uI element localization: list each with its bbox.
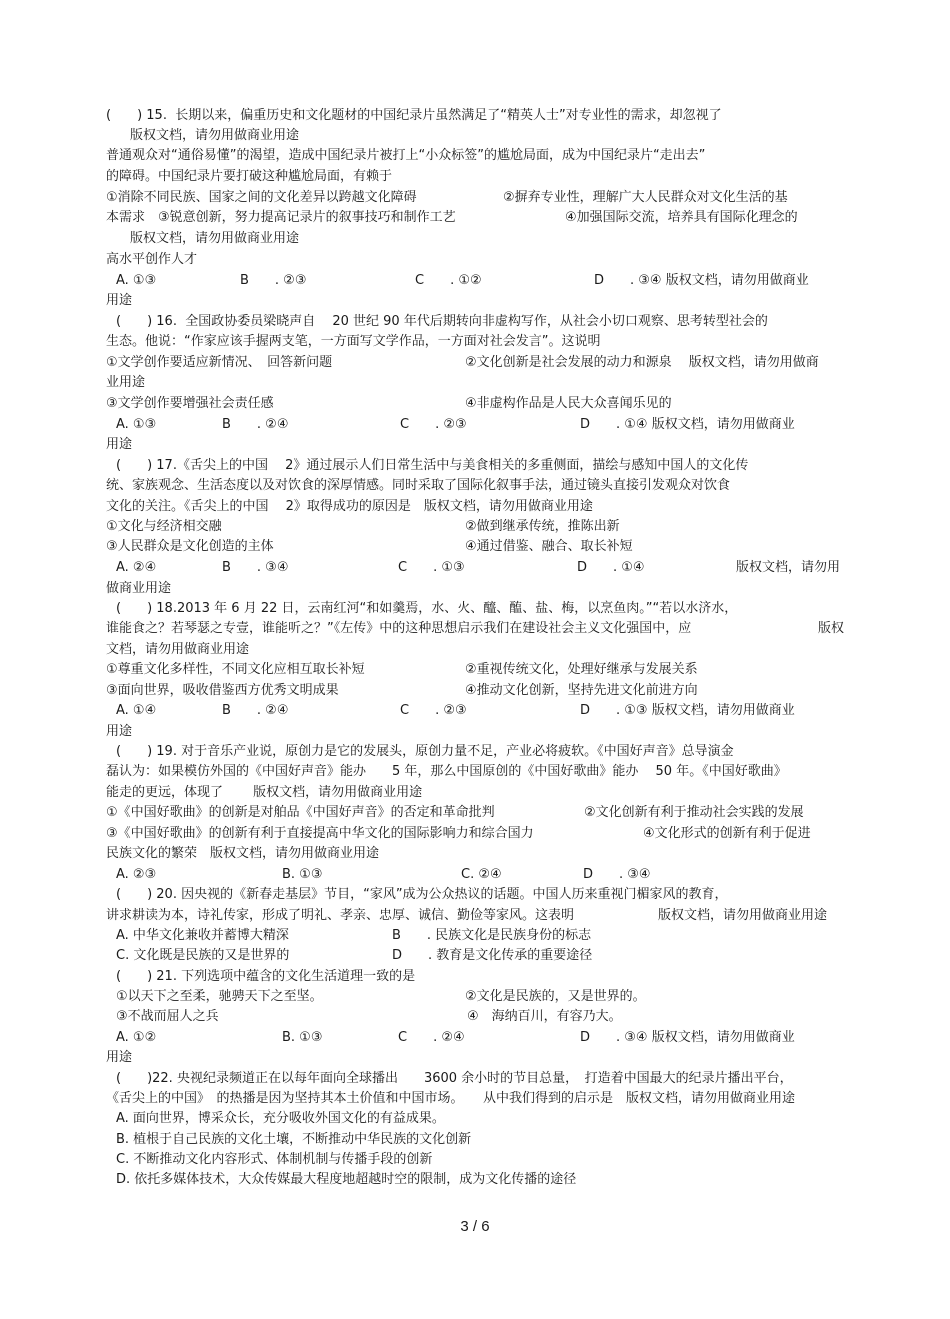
text-line: B . ③④ [222, 560, 289, 575]
text-line: 本需求 ③锐意创新，努力提高记录片的叙事技巧和制作工艺 [106, 210, 456, 225]
text-line: ②文化是民族的，又是世界的。 [465, 989, 646, 1004]
text-line: C . ①③ [398, 560, 465, 575]
text-line: ③面向世界，吸收借鉴西方优秀文明成果 [106, 683, 339, 698]
text-line: 磊认为：如果模仿外国的《中国好声音》能办 5 年，那么中国原创的《中国好歌曲》能办 50 年。《中国好歌曲》 [106, 764, 787, 779]
text-line: C. ②④ [461, 867, 502, 882]
text-line: ①文学创作要适应新情况、 回答新问题 [106, 355, 333, 370]
text-line: ②重视传统文化，处理好继承与发展关系 [465, 662, 698, 677]
text-line: 高水平创作人才 [106, 252, 198, 267]
text-line: ( )22. 央视纪录频道正在以每年面向全球播出 3600 余小时的节目总量， 打造着中国最大的纪录片播出平台， [116, 1071, 793, 1086]
text-line: ①以天下之至柔，驰骋天下之至坚。 [116, 989, 323, 1004]
text-line: ③文学创作要增强社会责任感 [106, 396, 274, 411]
text-line: C. 文化既是民族的又是世界的 [116, 948, 290, 963]
text-line: ( ) 18.2013 年 6 月 22 日，云南红河“和如羹焉，水、火、醯、醢、盐、梅，以烹鱼肉。”“若以水济水， [116, 601, 738, 616]
text-line: 文化的关注。《舌尖上的中国 2》取得成功的原因是 版权文档，请勿用做商业用途 [106, 499, 593, 514]
text-line: B. 植根于自己民族的文化土壤，不断推动中华民族的文化创新 [116, 1132, 472, 1147]
text-line: 版权文档，请勿用 [736, 560, 841, 575]
text-line: 的障碍。中国纪录片要打破这种尴尬局面，有赖于 [106, 169, 393, 184]
text-line: B . ②③ [240, 273, 307, 288]
text-line: ( ) 16. 全国政协委员梁晓声自 20 世纪 90 年代后期转向非虚构写作，从社会小切口观察、思考转型社会的 [116, 314, 768, 329]
text-line: A. ①④ [116, 703, 157, 718]
text-line: 版权文档，请勿用做商业用途 [130, 128, 300, 143]
text-line: ①尊重文化多样性，不同文化应相互取长补短 [106, 662, 365, 677]
text-line: ( ) 20. 因央视的《新春走基层》节目，“家风”成为公众热议的话题。中国人历来重视门楣家风的教育， [116, 887, 728, 902]
text-line: 做商业用途 [106, 581, 172, 596]
text-line: ④加强国际交流，培养具有国际化理念的 [565, 210, 798, 225]
text-line: B . 民族文化是民族身份的标志 [392, 928, 592, 943]
text-line: ( ) 19. 对于音乐产业说，原创力是它的发展头，原创力量不足，产业必将疲软。《中国好声音》总导演金 [116, 744, 734, 759]
text-line: 用途 [106, 724, 133, 739]
text-line: A. 面向世界，博采众长，充分吸收外国文化的有益成果。 [116, 1111, 445, 1126]
text-line: ②文化创新有利于推动社会实践的发展 [584, 805, 804, 820]
text-line: C . ②③ [400, 417, 467, 432]
text-line: 文档，请勿用做商业用途 [106, 642, 250, 657]
text-line: 生态。他说：“作家应该手握两支笔，一方面写文学作品，一方面对社会发言”。这说明 [106, 334, 601, 349]
text-line: 统、家族观念、生活态度以及对饮食的深厚情感。同时采取了国际化叙事手法，通过镜头直接引发观众对饮食 [106, 478, 731, 493]
text-line: ③不战而屈人之兵 [116, 1009, 219, 1024]
text-line: A. ②③ [116, 867, 157, 882]
text-line: D. 依托多媒体技术，大众传媒最大程度地超越时空的限制，成为文化传播的途径 [116, 1172, 577, 1187]
text-line: ④ 海纳百川，有容乃大。 [467, 1009, 622, 1024]
text-line: 业用途 [106, 375, 146, 390]
text-line: 讲求耕读为本，诗礼传家，形成了明礼、孝亲、忠厚、诚信、勤俭等家风。这表明 [106, 908, 575, 923]
text-line: ( ) 17.《舌尖上的中国 2》通过展示人们日常生活中与美食相关的多重侧面，描绘与感知中国人的文化传 [116, 458, 749, 473]
text-line: 能走的更远，体现了 版权文档，请勿用做商业用途 [106, 785, 423, 800]
text-line: ④非虚构作品是人民大众喜闻乐见的 [465, 396, 672, 411]
text-line: A. ①② [116, 1030, 157, 1045]
text-line: 用途 [106, 437, 133, 452]
text-line: 谁能食之？若琴瑟之专壹，谁能听之？”《左传》中的这种思想启示我们在建设社会主义文化强国中，应 [106, 621, 692, 636]
text-line: ③人民群众是文化创造的主体 [106, 539, 274, 554]
text-line: C . ②③ [400, 703, 467, 718]
text-line: C . ②④ [398, 1030, 465, 1045]
text-line: A. 中华文化兼收并蓄博大精深 [116, 928, 289, 943]
text-line: C. 不断推动文化内容形式、体制机制与传播手段的创新 [116, 1152, 433, 1167]
text-line: ①《中国好歌曲》的创新是对舶品《中国好声音》的否定和革命批判 [106, 805, 495, 820]
text-line: D . ③④ 版权文档，请勿用做商业 [594, 273, 809, 288]
text-line: D . ①④ 版权文档，请勿用做商业 [580, 417, 795, 432]
text-line: B . ②④ [222, 703, 289, 718]
text-line: D . 教育是文化传承的重要途径 [392, 948, 593, 963]
text-line: A. ①③ [116, 273, 157, 288]
text-line: ( ) 15. 长期以来，偏重历史和文化题材的中国纪录片虽然满足了“精英人士”对专业性的需求，却忽视了 [106, 108, 722, 123]
text-line: ①消除不同民族、国家之间的文化差异以跨越文化障碍 [106, 190, 417, 205]
text-line: D . ③④ 版权文档，请勿用做商业 [580, 1030, 795, 1045]
text-line: 用途 [106, 1050, 133, 1065]
text-line: A. ②④ [116, 560, 157, 575]
text-line: ②做到继承传统，推陈出新 [465, 519, 620, 534]
text-line: 民族文化的繁荣 版权文档，请勿用做商业用途 [106, 846, 380, 861]
text-line: B. ①③ [282, 1030, 323, 1045]
text-line: 版权文档，请勿用做商业用途 [658, 908, 828, 923]
text-line: D . ③④ [583, 867, 651, 882]
text-line: 《舌尖上的中国》 的热播是因为坚持其本土价值和中国市场。 从中我们得到的启示是 版权文档，请勿用做商业用途 [106, 1091, 796, 1106]
text-line: C . ①② [415, 273, 482, 288]
text-line: B. ①③ [282, 867, 323, 882]
text-line: ④文化形式的创新有利于促进 [643, 826, 811, 841]
text-line: A. ①③ [116, 417, 157, 432]
text-line: ④通过借鉴、融合、取长补短 [465, 539, 633, 554]
text-line: 版权文档，请勿用做商业用途 [130, 231, 300, 246]
text-line: ④推动文化创新，坚持先进文化前进方向 [465, 683, 698, 698]
page-number: 3 / 6 [460, 1218, 490, 1235]
text-line: ( ) 21. 下列选项中蕴含的文化生活道理一致的是 [116, 969, 416, 984]
text-line: 版权 [818, 621, 845, 636]
text-line: 用途 [106, 293, 133, 308]
text-line: D . ①③ 版权文档，请勿用做商业 [580, 703, 795, 718]
text-line: D . ①④ [577, 560, 645, 575]
text-line: B . ②④ [222, 417, 289, 432]
text-line: 普通观众对“通俗易懂”的渴望，造成中国纪录片被打上“小众标签”的尴尬局面，成为中国纪录片“走出去” [106, 148, 706, 163]
text-line: ③《中国好歌曲》的创新有利于直接提高中华文化的国际影响力和综合国力 [106, 826, 534, 841]
text-line: ②文化创新是社会发展的动力和源泉 版权文档，请勿用做商 [465, 355, 819, 370]
text-line: ①文化与经济相交融 [106, 519, 222, 534]
text-line: ②摒弃专业性，理解广大人民群众对文化生活的基 [503, 190, 788, 205]
